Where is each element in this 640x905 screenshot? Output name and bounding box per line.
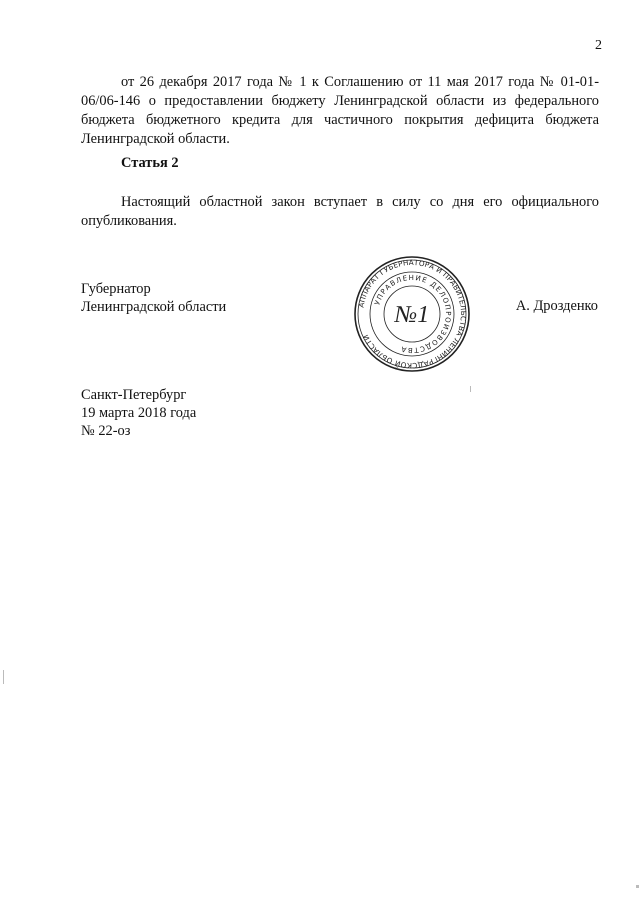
law-number: № 22-оз xyxy=(81,423,131,439)
official-seal-stamp xyxy=(352,254,472,374)
signatory-title xyxy=(81,280,226,316)
seal-inner-textpath: УПРАВЛЕНИЕ ДЕЛОПРОИЗВОДСТВА xyxy=(373,273,453,355)
seal-outer-textpath: АППАРАТ ГУБЕРНАТОРА И ПРАВИТЕЛЬСТВА ЛЕНИНГРАДСКОЙ ОБЛАСТИ xyxy=(356,257,469,371)
place-and-date xyxy=(81,386,196,440)
paragraph-continuation: от 26 декабря 2017 года № 1 к Соглашению от 11 мая 2017 года № 01-01-06/06-146 о предоставлении бюджету Ленинградской области из федерального бюджета бюджетного кредита для частичного покрытия дефицита бюджета Ленинградской области. xyxy=(81,74,599,147)
adoption-date: 19 марта 2018 года xyxy=(81,405,197,421)
signatory-title-line-1: Губернатор xyxy=(81,281,151,297)
paragraph-effective-date: Настоящий областной закон вступает в силу со дня его официального опубликования. xyxy=(81,194,599,229)
scan-artifact xyxy=(636,885,639,888)
signatory-title-line-2: Ленинградской области xyxy=(81,299,227,315)
seal-center-number: №1 xyxy=(394,302,430,328)
page-number: 2 xyxy=(595,38,602,53)
article-heading: Статья 2 xyxy=(121,155,179,171)
place-city: Санкт-Петербург xyxy=(81,387,187,403)
scan-artifact xyxy=(470,386,471,392)
signatory-name: А. Дрозденко xyxy=(515,298,598,314)
scan-artifact xyxy=(3,670,4,684)
